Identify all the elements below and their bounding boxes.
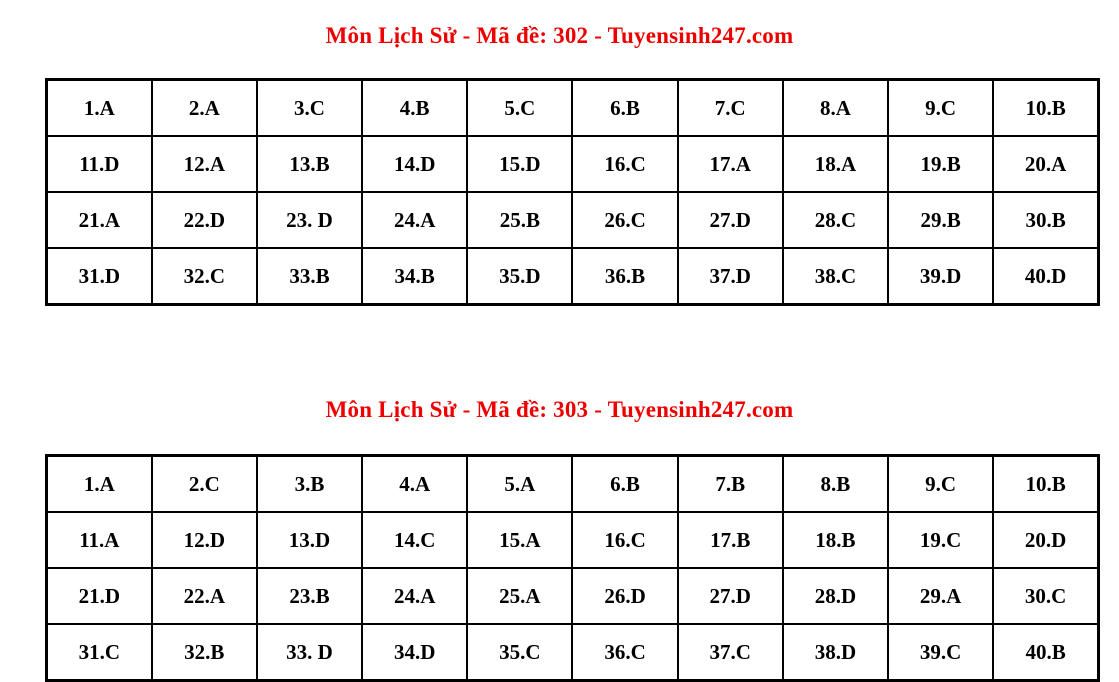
answer-cell: 5.A bbox=[467, 456, 572, 513]
answer-table-303 bbox=[45, 454, 1100, 682]
answer-cell: 15.D bbox=[467, 136, 572, 192]
answer-cell: 27.D bbox=[678, 192, 783, 248]
answer-cell: 20.A bbox=[993, 136, 1098, 192]
answer-cell: 32.C bbox=[152, 248, 257, 305]
answer-cell: 13.D bbox=[257, 512, 362, 568]
answer-cell: 8.B bbox=[783, 456, 888, 513]
answer-table-302 bbox=[45, 78, 1100, 306]
answer-cell: 19.B bbox=[888, 136, 993, 192]
answer-cell: 6.B bbox=[572, 456, 677, 513]
answer-cell: 1.A bbox=[47, 80, 152, 137]
answer-cell: 21.A bbox=[47, 192, 152, 248]
answer-cell: 9.C bbox=[888, 80, 993, 137]
answer-cell: 36.B bbox=[572, 248, 677, 305]
answer-cell: 4.A bbox=[362, 456, 467, 513]
answer-cell: 39.D bbox=[888, 248, 993, 305]
answer-cell: 13.B bbox=[257, 136, 362, 192]
answer-cell: 25.A bbox=[467, 568, 572, 624]
answer-row bbox=[47, 80, 1099, 137]
answer-cell: 23. D bbox=[257, 192, 362, 248]
answer-cell: 37.C bbox=[678, 624, 783, 681]
answer-row bbox=[47, 568, 1099, 624]
answer-cell: 12.D bbox=[152, 512, 257, 568]
answer-cell: 14.C bbox=[362, 512, 467, 568]
answer-cell: 15.A bbox=[467, 512, 572, 568]
answer-key-title-303: Môn Lịch Sử - Mã đề: 303 - Tuyensinh247.com bbox=[325, 397, 794, 422]
answer-cell: 16.C bbox=[572, 136, 677, 192]
answer-cell: 26.D bbox=[572, 568, 677, 624]
answer-cell: 3.C bbox=[257, 80, 362, 137]
answer-cell: 14.D bbox=[362, 136, 467, 192]
answer-cell: 38.D bbox=[783, 624, 888, 681]
answer-cell: 5.C bbox=[467, 80, 572, 137]
answer-cell: 25.B bbox=[467, 192, 572, 248]
answer-cell: 36.C bbox=[572, 624, 677, 681]
answer-cell: 30.C bbox=[993, 568, 1098, 624]
answer-row bbox=[47, 456, 1099, 513]
answer-cell: 19.C bbox=[888, 512, 993, 568]
answer-cell: 38.C bbox=[783, 248, 888, 305]
answer-cell: 20.D bbox=[993, 512, 1098, 568]
answer-cell: 37.D bbox=[678, 248, 783, 305]
answer-cell: 29.B bbox=[888, 192, 993, 248]
answer-cell: 32.B bbox=[152, 624, 257, 681]
answer-cell: 39.C bbox=[888, 624, 993, 681]
answer-cell: 9.C bbox=[888, 456, 993, 513]
answer-row bbox=[47, 136, 1099, 192]
answer-cell: 40.D bbox=[993, 248, 1098, 305]
answer-cell: 28.D bbox=[783, 568, 888, 624]
answer-cell: 18.A bbox=[783, 136, 888, 192]
answer-cell: 22.D bbox=[152, 192, 257, 248]
answer-cell: 31.D bbox=[47, 248, 152, 305]
answer-cell: 33.B bbox=[257, 248, 362, 305]
answer-cell: 7.C bbox=[678, 80, 783, 137]
answer-cell: 31.C bbox=[47, 624, 152, 681]
answer-cell: 6.B bbox=[572, 80, 677, 137]
answer-cell: 40.B bbox=[993, 624, 1098, 681]
answer-cell: 35.D bbox=[467, 248, 572, 305]
answer-cell: 12.A bbox=[152, 136, 257, 192]
answer-cell: 21.D bbox=[47, 568, 152, 624]
answer-cell: 22.A bbox=[152, 568, 257, 624]
answer-cell: 34.D bbox=[362, 624, 467, 681]
answer-cell: 18.B bbox=[783, 512, 888, 568]
answer-row bbox=[47, 248, 1099, 305]
answer-cell: 10.B bbox=[993, 80, 1098, 137]
answer-cell: 29.A bbox=[888, 568, 993, 624]
answer-cell: 34.B bbox=[362, 248, 467, 305]
answer-cell: 24.A bbox=[362, 568, 467, 624]
answer-cell: 33. D bbox=[257, 624, 362, 681]
answer-key-section-303 bbox=[0, 306, 1119, 682]
answer-cell: 17.A bbox=[678, 136, 783, 192]
answer-row bbox=[47, 512, 1099, 568]
answer-cell: 2.A bbox=[152, 80, 257, 137]
answer-cell: 16.C bbox=[572, 512, 677, 568]
answer-cell: 26.C bbox=[572, 192, 677, 248]
answer-row bbox=[47, 192, 1099, 248]
answer-cell: 7.B bbox=[678, 456, 783, 513]
answer-cell: 11.A bbox=[47, 512, 152, 568]
answer-row bbox=[47, 624, 1099, 681]
answer-cell: 1.A bbox=[47, 456, 152, 513]
answer-cell: 8.A bbox=[783, 80, 888, 137]
answer-cell: 30.B bbox=[993, 192, 1098, 248]
answer-cell: 27.D bbox=[678, 568, 783, 624]
answer-key-title-302: Môn Lịch Sử - Mã đề: 302 - Tuyensinh247.com bbox=[325, 23, 794, 48]
answer-cell: 4.B bbox=[362, 80, 467, 137]
answer-cell: 3.B bbox=[257, 456, 362, 513]
answer-cell: 35.C bbox=[467, 624, 572, 681]
answer-key-section-302 bbox=[0, 0, 1119, 306]
answer-cell: 28.C bbox=[783, 192, 888, 248]
answer-cell: 17.B bbox=[678, 512, 783, 568]
answer-cell: 10.B bbox=[993, 456, 1098, 513]
answer-cell: 11.D bbox=[47, 136, 152, 192]
answer-cell: 24.A bbox=[362, 192, 467, 248]
answer-cell: 2.C bbox=[152, 456, 257, 513]
answer-cell: 23.B bbox=[257, 568, 362, 624]
